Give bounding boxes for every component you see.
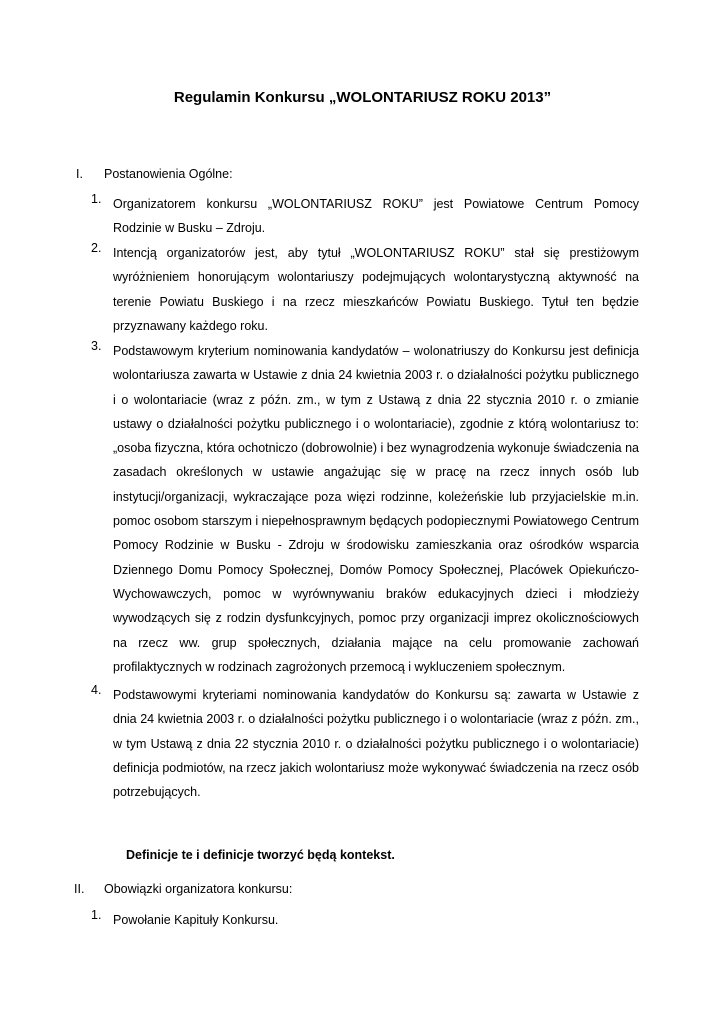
item-text: Podstawowym kryterium nominowania kandydatów – wolonatriuszy do Konkursu jest definicja wolontariusza zawarta w Ustawie z dnia 24 kwietnia 2003 r. o działalności pożytku publicznego i o wolontariacie (wraz z późn. zm., w tym z Ustawą z dnia 22 stycznia 2010 r. o zmianie ustawy o działalności pożytku publicznego i o wolontariacie), zgodnie z którą wolontariusz to: „osoba fizyczna, która ochotniczo (dobrowolnie) i bez wynagrodzenia wykonuje świadczenia na zasadach określonych w ustawie angażując się w pracę na rzecz innych osób lub instytucji/organizacji, wykraczające poza więzi rodzinne, koleżeńskie lub przyjacielskie m.in. pomoc osobom starszym i niepełnosprawnym będących podopiecznymi Powiatowego Centrum Pomocy Rodzinie w Busku - Zdroju w środowisku zamieszkania oraz ośrodków wsparcia Dziennego Domu Pomocy Społecznej, Domów Pomocy Społecznej, Placówek Opiekuńczo-Wychowawczych, pomoc w wyrównywaniu braków edukacyjnych dzieci i młodzieży wywodzących się z rodzin dysfunkcyjnych, pomoc przy organizacji imprez okolicznościowych na rzecz ww. grup społecznych, działania mające na celu promowanie zachowań profilaktycznych w rodzinach zagrożonych przemocą i wykluczeniem społecznym. — [113, 344, 639, 674]
section-heading: Postanowienia Ogólne: — [104, 167, 233, 181]
item-number: 1. — [91, 908, 102, 922]
section-number: I. — [76, 167, 83, 181]
document-title: Regulamin Konkursu „WOLONTARIUSZ ROKU 2013” — [173, 89, 552, 106]
item-text: Podstawowymi kryteriami nominowania kandydatów do Konkursu są: zawarta w Ustawie z dnia 24 kwietnia 2003 r. o działalności pożytku publicznego i o wolontariacie (wraz z późn. zm., w tym Ustawą z dnia 22 stycznia 2010 r. o działalności pożytku publicznego i o wolontariacie) definicja podmiotów, na rzecz jakich wolontariusz może wykonywać świadczenia na rzecz osób potrzebujących. — [113, 688, 639, 800]
item-text: Organizatorem konkursu „WOLONTARIUSZ ROKU” jest Powiatowe Centrum Pomocy Rodzinie w Busku – Zdroju. — [113, 197, 639, 236]
item-number: 3. — [91, 339, 102, 353]
item-text: Powołanie Kapituły Konkursu. — [113, 913, 279, 927]
item-number: 1. — [91, 192, 102, 206]
section-number: II. — [74, 882, 85, 896]
item-number: 2. — [91, 241, 102, 255]
item-number: 4. — [91, 683, 102, 697]
section-heading: Obowiązki organizatora konkursu: — [104, 882, 293, 896]
item-text: Intencją organizatorów jest, aby tytuł „WOLONTARIUSZ ROKU” stał się prestiżowym wyróżnieniem honorującym wolontariuszy podejmujących wolontarystyczną aktywność na terenie Powiatu Buskiego i na rzecz mieszkańców Powiatu Buskiego. Tytuł ten będzie przyznawany każdego roku. — [113, 246, 639, 333]
definitions-note: Definicje te i definicje tworzyć będą kontekst. — [126, 848, 395, 862]
